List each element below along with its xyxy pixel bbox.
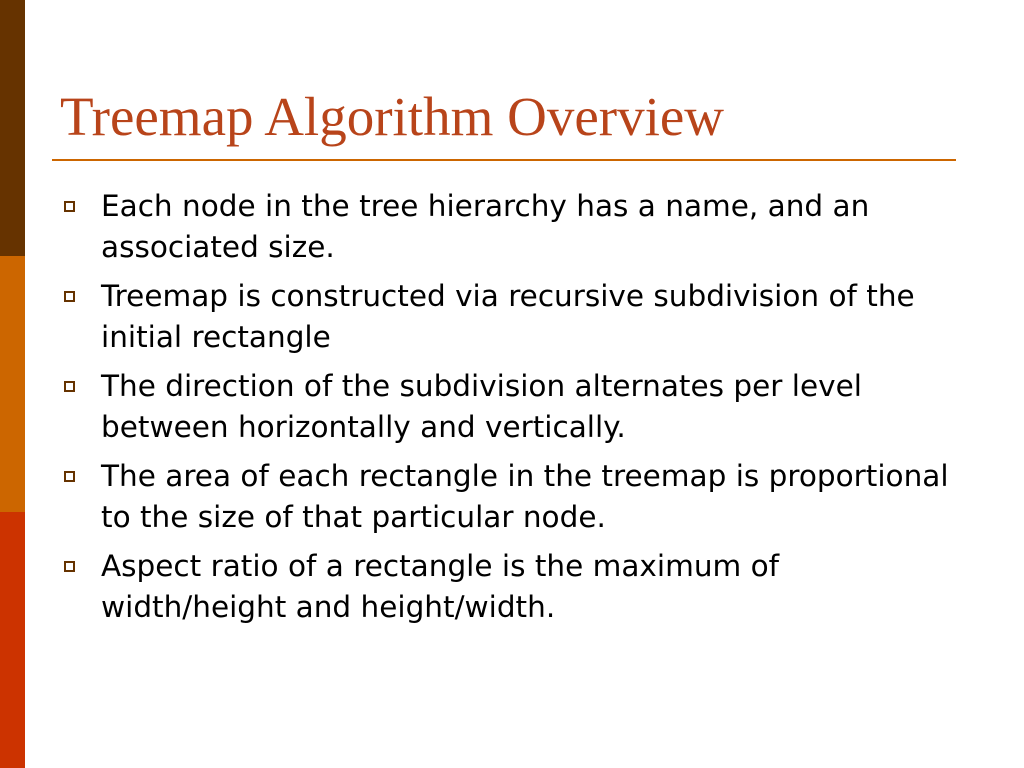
bullet-item xyxy=(62,546,962,628)
hollow-square-bullet-icon xyxy=(64,291,75,302)
side-color-bar xyxy=(0,0,25,768)
hollow-square-bullet-icon xyxy=(64,201,75,212)
bullet-item xyxy=(62,186,962,268)
bullet-text: Treemap is constructed via recursive subdivision of the initial rectangle xyxy=(101,279,915,354)
bullet-text: Each node in the tree hierarchy has a name, and an associated size. xyxy=(101,189,870,264)
bullet-list xyxy=(62,186,962,636)
hollow-square-bullet-icon xyxy=(64,471,75,482)
bullet-item xyxy=(62,366,962,448)
hollow-square-bullet-icon xyxy=(64,381,75,392)
title-underline xyxy=(52,159,956,161)
slide-title: Treemap Algorithm Overview xyxy=(60,86,724,147)
bullet-item xyxy=(62,276,962,358)
side-band-bottom xyxy=(0,512,25,768)
bullet-item xyxy=(62,456,962,538)
bullet-text: Aspect ratio of a rectangle is the maximum of width/height and height/width. xyxy=(101,549,780,624)
bullet-text: The direction of the subdivision alternates per level between horizontally and vertically. xyxy=(101,369,862,444)
side-band-middle xyxy=(0,256,25,512)
bullet-text: The area of each rectangle in the treemap is proportional to the size of that particular node. xyxy=(101,459,949,534)
hollow-square-bullet-icon xyxy=(64,561,75,572)
side-band-top xyxy=(0,0,25,256)
